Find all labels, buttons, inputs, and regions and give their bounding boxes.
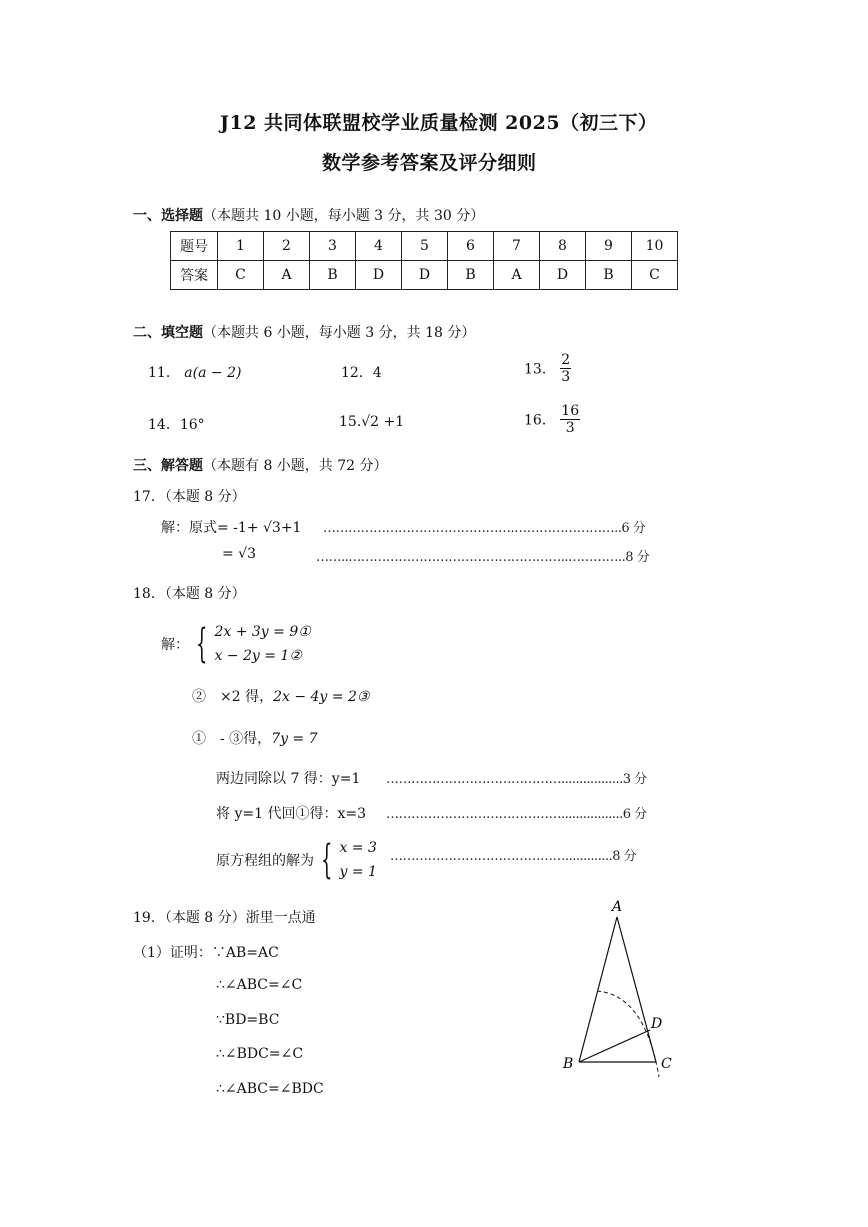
q17-line-1: 解：原式= -1+ √3+1 bbox=[161, 520, 302, 536]
q18-step-5-label: 原方程组的解为 bbox=[216, 853, 314, 869]
q17-line-1-score: ……………………………………….……………………..6 分 bbox=[323, 521, 646, 536]
q19-heading: 19．（本题 8 分）浙里一点通 bbox=[133, 910, 316, 926]
answer-11 bbox=[148, 362, 241, 382]
answer-16-denominator: 3 bbox=[565, 420, 575, 437]
point-d-label: D bbox=[651, 1016, 663, 1032]
q18-solution-x: x = 3 bbox=[339, 840, 377, 856]
answer-13-denominator: 3 bbox=[561, 369, 571, 386]
construction-arc bbox=[597, 991, 659, 1077]
q17-heading: 17．（本题 8 分） bbox=[133, 489, 246, 505]
section-3-name: 三、解答题 bbox=[133, 458, 203, 474]
q19-line-4: ∴∠BDC=∠C bbox=[216, 1046, 304, 1062]
answer-13-numerator: 2 bbox=[561, 352, 571, 368]
section-1-heading bbox=[133, 205, 484, 225]
answer-14: 14．16° bbox=[148, 417, 205, 433]
table-cell: 6 bbox=[448, 232, 494, 261]
table-cell: D bbox=[540, 261, 586, 290]
section-3-heading bbox=[133, 455, 388, 475]
point-c-label: C bbox=[661, 1056, 672, 1072]
table-cell: 1 bbox=[218, 232, 264, 261]
point-b-label: B bbox=[563, 1056, 574, 1072]
section-2-name: 二、填空题 bbox=[133, 325, 203, 341]
brace-icon: { bbox=[320, 837, 333, 883]
q19-line-3: ∵BD=BC bbox=[216, 1012, 280, 1028]
table-cell: D bbox=[402, 261, 448, 290]
q18-equation-2: x − 2y = 1② bbox=[214, 648, 302, 664]
segment-bd bbox=[579, 1030, 650, 1062]
q18-system bbox=[161, 620, 311, 668]
q18-solution-y: y = 1 bbox=[339, 864, 377, 880]
section-1-name: 一、选择题 bbox=[133, 208, 203, 224]
q18-solve-label: 解： bbox=[161, 637, 189, 653]
q19-line-2: ∴∠ABC=∠C bbox=[216, 977, 303, 993]
answer-13-number: 13． bbox=[524, 361, 556, 378]
answer-table bbox=[170, 231, 678, 290]
page-subtitle: 数学参考答案及评分细则 bbox=[322, 152, 537, 174]
q18-step-2 bbox=[192, 728, 318, 748]
answer-11-a: a bbox=[184, 365, 193, 381]
table-cell: 10 bbox=[632, 232, 678, 261]
table-cell: 2 bbox=[264, 232, 310, 261]
page-title: J12 共同体联盟校学业质量检测 2025（初三下） bbox=[220, 112, 658, 134]
answer-table-row-answers bbox=[171, 261, 678, 290]
table-cell: 5 bbox=[402, 232, 448, 261]
brace-icon: { bbox=[195, 621, 208, 667]
q18-step-2-equation: 7y = 7 bbox=[271, 731, 318, 747]
answer-13 bbox=[524, 352, 571, 385]
q18-step-1 bbox=[192, 686, 369, 706]
q18-step-4: 将 y=1 代回①得：x=3 bbox=[216, 806, 366, 822]
answer-12: 12．4 bbox=[341, 365, 382, 381]
q18-equation-1: 2x + 3y = 9① bbox=[214, 624, 311, 640]
answer-16-numerator: 16 bbox=[561, 403, 580, 419]
table-cell: 7 bbox=[494, 232, 540, 261]
q18-step-5-score: …………………………………….............8 分 bbox=[390, 849, 637, 864]
section-1-note: （本题共 10 小题，每小题 3 分，共 30 分） bbox=[203, 208, 485, 224]
table-cell-label: 答案 bbox=[171, 261, 218, 290]
table-cell: C bbox=[632, 261, 678, 290]
q18-step-1-label: ② ×2 得， bbox=[192, 689, 274, 705]
q18-step-2-label: ① - ③得， bbox=[192, 731, 272, 747]
q19-line-5: ∴∠ABC=∠BDC bbox=[216, 1081, 324, 1097]
q18-step-5 bbox=[216, 836, 377, 884]
q17-line-2: = √3 bbox=[222, 546, 257, 562]
q18-step-3-score: …………………………………….................3 分 bbox=[386, 772, 647, 787]
triangle-figure bbox=[555, 895, 685, 1085]
answer-table-row-numbers bbox=[171, 232, 678, 261]
answer-15 bbox=[339, 414, 404, 430]
segment-ac bbox=[617, 917, 656, 1062]
answer-11-number: 11． bbox=[148, 365, 180, 381]
q18-solution bbox=[339, 836, 376, 884]
table-cell: 9 bbox=[586, 232, 632, 261]
table-cell: A bbox=[494, 261, 540, 290]
table-cell: D bbox=[356, 261, 402, 290]
q18-heading: 18．（本题 8 分） bbox=[133, 586, 246, 602]
segment-ab bbox=[579, 917, 617, 1062]
q18-equations bbox=[214, 620, 310, 668]
table-cell: B bbox=[448, 261, 494, 290]
table-cell: B bbox=[310, 261, 356, 290]
q18-step-1-equation: 2x − 4y = 2③ bbox=[273, 689, 370, 705]
answer-16-fraction bbox=[560, 403, 580, 436]
q19-part-1: （1）证明：∵AB=AC bbox=[133, 945, 279, 961]
point-a-label: A bbox=[612, 899, 623, 915]
answer-15-number: 15. bbox=[339, 414, 362, 430]
q17-line-2-score: ……..……………………………………………..…………..8 分 bbox=[316, 550, 650, 565]
answer-15-value: √2 +1 bbox=[361, 414, 405, 430]
q18-step-3: 两边同除以 7 得：y=1 bbox=[216, 771, 361, 787]
table-cell: 4 bbox=[356, 232, 402, 261]
table-cell: 8 bbox=[540, 232, 586, 261]
answer-11-paren: (a − 2) bbox=[192, 365, 242, 381]
section-2-note: （本题共 6 小题，每小题 3 分，共 18 分） bbox=[203, 325, 476, 341]
table-cell: A bbox=[264, 261, 310, 290]
answer-13-fraction bbox=[560, 352, 571, 385]
q18-step-4-score: …………………………………….................6 分 bbox=[386, 807, 647, 822]
answer-16 bbox=[524, 403, 580, 436]
section-3-note: （本题有 8 小题，共 72 分） bbox=[203, 458, 388, 474]
table-cell: 3 bbox=[310, 232, 356, 261]
table-cell: B bbox=[586, 261, 632, 290]
section-2-heading bbox=[133, 322, 475, 342]
table-cell-label: 题号 bbox=[171, 232, 218, 261]
table-cell: C bbox=[218, 261, 264, 290]
answer-16-number: 16． bbox=[524, 412, 556, 429]
